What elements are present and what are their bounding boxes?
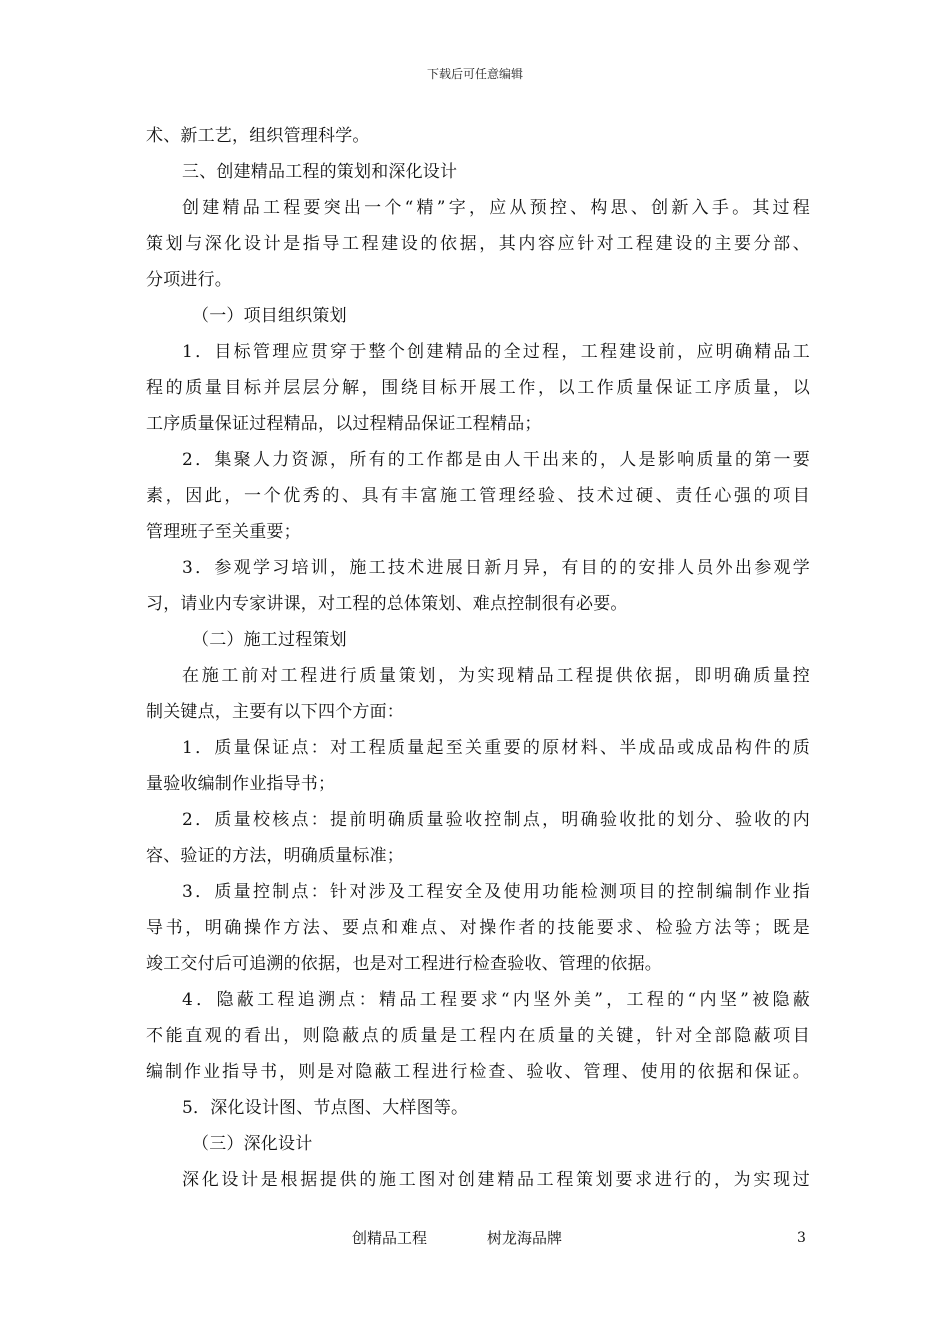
body-line: 制关键点，主要有以下四个方面： xyxy=(146,702,404,722)
page-footer xyxy=(0,1228,950,1248)
body-line: 3．参观学习培训，施工技术进展日新月异，有目的的安排人员外出参观学 xyxy=(182,558,810,578)
body-line: 竣工交付后可追溯的依据，也是对工程进行检查验收、管理的依据。 xyxy=(146,954,662,974)
body-line: 2．质量校核点：提前明确质量验收控制点，明确验收批的划分、验收的内 xyxy=(182,810,810,830)
footer-left-text: 创精品工程 xyxy=(352,1229,428,1247)
body-line: 术、新工艺，组织管理科学。 xyxy=(146,126,370,146)
body-line: 不能直观的看出，则隐蔽点的质量是工程内在质量的关键，针对全部隐蔽项目 xyxy=(146,1026,810,1046)
subsection-heading: （一）项目组织策划 xyxy=(192,306,347,326)
body-line: 策划与深化设计是指导工程建设的依据，其内容应针对工程建设的主要分部、 xyxy=(146,234,810,254)
body-line: 导书，明确操作方法、要点和难点、对操作者的技能要求、检验方法等；既是 xyxy=(146,918,810,938)
body-line: 容、验证的方法，明确质量标准； xyxy=(146,846,404,866)
body-line: 5．深化设计图、节点图、大样图等。 xyxy=(182,1098,469,1118)
section-heading: 三、创建精品工程的策划和深化设计 xyxy=(182,162,458,182)
body-line: 量验收编制作业指导书； xyxy=(146,774,336,794)
body-line: 分项进行。 xyxy=(146,270,232,290)
body-line: 1．质量保证点：对工程质量起至关重要的原材料、半成品或成品构件的质 xyxy=(182,738,810,758)
body-line: 工序质量保证过程精品，以过程精品保证工程精品； xyxy=(146,414,542,434)
body-line: 在施工前对工程进行质量策划，为实现精品工程提供依据，即明确质量控 xyxy=(182,666,810,686)
body-line: 程的质量目标并层层分解，围绕目标开展工作，以工作质量保证工序质量，以 xyxy=(146,378,810,398)
subsection-heading: （三）深化设计 xyxy=(192,1134,313,1154)
body-line: 创建精品工程要突出一个“精”字，应从预控、构思、创新入手。其过程 xyxy=(182,198,810,218)
body-line: 编制作业指导书，则是对隐蔽工程进行检查、验收、管理、使用的依据和保证。 xyxy=(146,1062,810,1082)
body-line: 2．集聚人力资源，所有的工作都是由人干出来的，人是影响质量的第一要 xyxy=(182,450,810,470)
body-line: 3．质量控制点：针对涉及工程安全及使用功能检测项目的控制编制作业指 xyxy=(182,882,810,902)
body-line: 4．隐蔽工程追溯点：精品工程要求“内坚外美”，工程的“内坚”被隐蔽 xyxy=(182,990,810,1010)
document-body xyxy=(146,118,810,1198)
body-line: 深化设计是根据提供的施工图对创建精品工程策划要求进行的，为实现过 xyxy=(182,1170,810,1190)
body-line: 管理班子至关重要； xyxy=(146,522,301,542)
subsection-heading: （二）施工过程策划 xyxy=(192,630,347,650)
body-line: 习，请业内专家讲课，对工程的总体策划、难点控制很有必要。 xyxy=(146,594,628,614)
body-line: 1．目标管理应贯穿于整个创建精品的全过程，工程建设前，应明确精品工 xyxy=(182,342,810,362)
page-number: 3 xyxy=(797,1230,806,1246)
body-line: 素，因此，一个优秀的、具有丰富施工管理经验、技术过硬、责任心强的项目 xyxy=(146,486,810,506)
footer-right-text: 树龙海品牌 xyxy=(487,1229,563,1247)
page-header-note: 下载后可任意编辑 xyxy=(426,67,523,81)
